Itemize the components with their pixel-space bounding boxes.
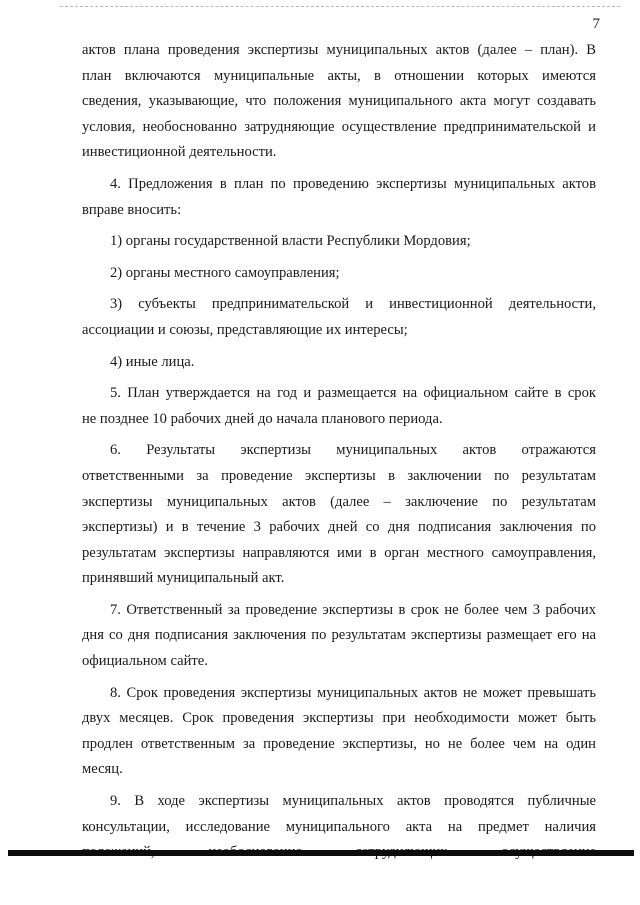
text-line: консультации, исследование муниципального акта на предмет наличия bbox=[82, 818, 596, 835]
text-line: условия, необоснованно затрудняющие осуществление предпринимательской и bbox=[82, 118, 596, 135]
text-line: официальном сайте. bbox=[82, 653, 208, 670]
paragraph-item-5 bbox=[82, 381, 596, 432]
paragraph-item-6 bbox=[82, 438, 596, 592]
text-line: план включаются муниципальные акты, в отношении которых имеются bbox=[82, 67, 596, 84]
text-line: продлен ответственным за проведение экспертизы, но не более чем на один bbox=[82, 735, 596, 752]
paragraph-subitem-3 bbox=[82, 292, 596, 343]
text-line: месяц. bbox=[82, 761, 123, 778]
text-line: ассоциации и союзы, представляющие их интересы; bbox=[82, 321, 408, 338]
text-line: экспертизы) и в течение 3 рабочих дней со дня подписания заключения по bbox=[82, 519, 596, 536]
paragraph-continuation bbox=[82, 38, 596, 166]
paragraph-subitem-4 bbox=[82, 350, 596, 376]
document-body bbox=[82, 38, 596, 866]
paragraph-item-8 bbox=[82, 681, 596, 783]
text-line: 2) органы местного самоуправления; bbox=[110, 264, 340, 281]
text-line: не позднее 10 рабочих дней до начала планового периода. bbox=[82, 410, 443, 427]
text-line: вправе вносить: bbox=[82, 201, 182, 218]
paragraph-subitem-1 bbox=[82, 229, 596, 255]
page-number: 7 bbox=[592, 16, 600, 32]
text-line: 9. В ходе экспертизы муниципальных актов проводятся публичные bbox=[110, 793, 596, 810]
text-line: принявший муниципальный акт. bbox=[82, 570, 285, 587]
text-line: 1) органы государственной власти Республики Мордовия; bbox=[110, 233, 471, 250]
text-line: 3) субъекты предпринимательской и инвестиционной деятельности, bbox=[110, 296, 596, 313]
text-line: двух месяцев. Срок проведения экспертизы при необходимости может быть bbox=[82, 710, 596, 727]
paragraph-item-4 bbox=[82, 172, 596, 223]
text-line: актов плана проведения экспертизы муниципальных актов (далее – план). В bbox=[82, 42, 596, 58]
paragraph-item-7 bbox=[82, 598, 596, 675]
scan-edge-line bbox=[60, 6, 620, 7]
text-line: дня со дня подписания заключения по результатам экспертизы размещает его на bbox=[82, 627, 596, 644]
text-line: 7. Ответственный за проведение экспертизы в срок не более чем 3 рабочих bbox=[110, 601, 596, 618]
text-line: 6. Результаты экспертизы муниципальных актов отражаются bbox=[110, 442, 596, 459]
text-line: сведения, указывающие, что положения муниципального акта могут создавать bbox=[82, 93, 596, 110]
text-line: инвестиционной деятельности. bbox=[82, 144, 277, 161]
text-line: результатам экспертизы направляются ими в орган местного самоуправления, bbox=[82, 544, 596, 561]
text-line: 8. Срок проведения экспертизы муниципальных актов не может превышать bbox=[110, 684, 596, 701]
paragraph-subitem-2 bbox=[82, 261, 596, 287]
scan-bottom-bar bbox=[8, 850, 634, 856]
text-line: экспертизы муниципальных актов (далее – заключение по результатам bbox=[82, 493, 596, 510]
text-line: 4. Предложения в план по проведению экспертизы муниципальных актов bbox=[110, 175, 596, 192]
text-line: 5. План утверждается на год и размещается на официальном сайте в срок bbox=[110, 385, 596, 402]
text-line: ответственными за проведение экспертизы в заключении по результатам bbox=[82, 467, 596, 484]
text-line: 4) иные лица. bbox=[110, 353, 195, 370]
